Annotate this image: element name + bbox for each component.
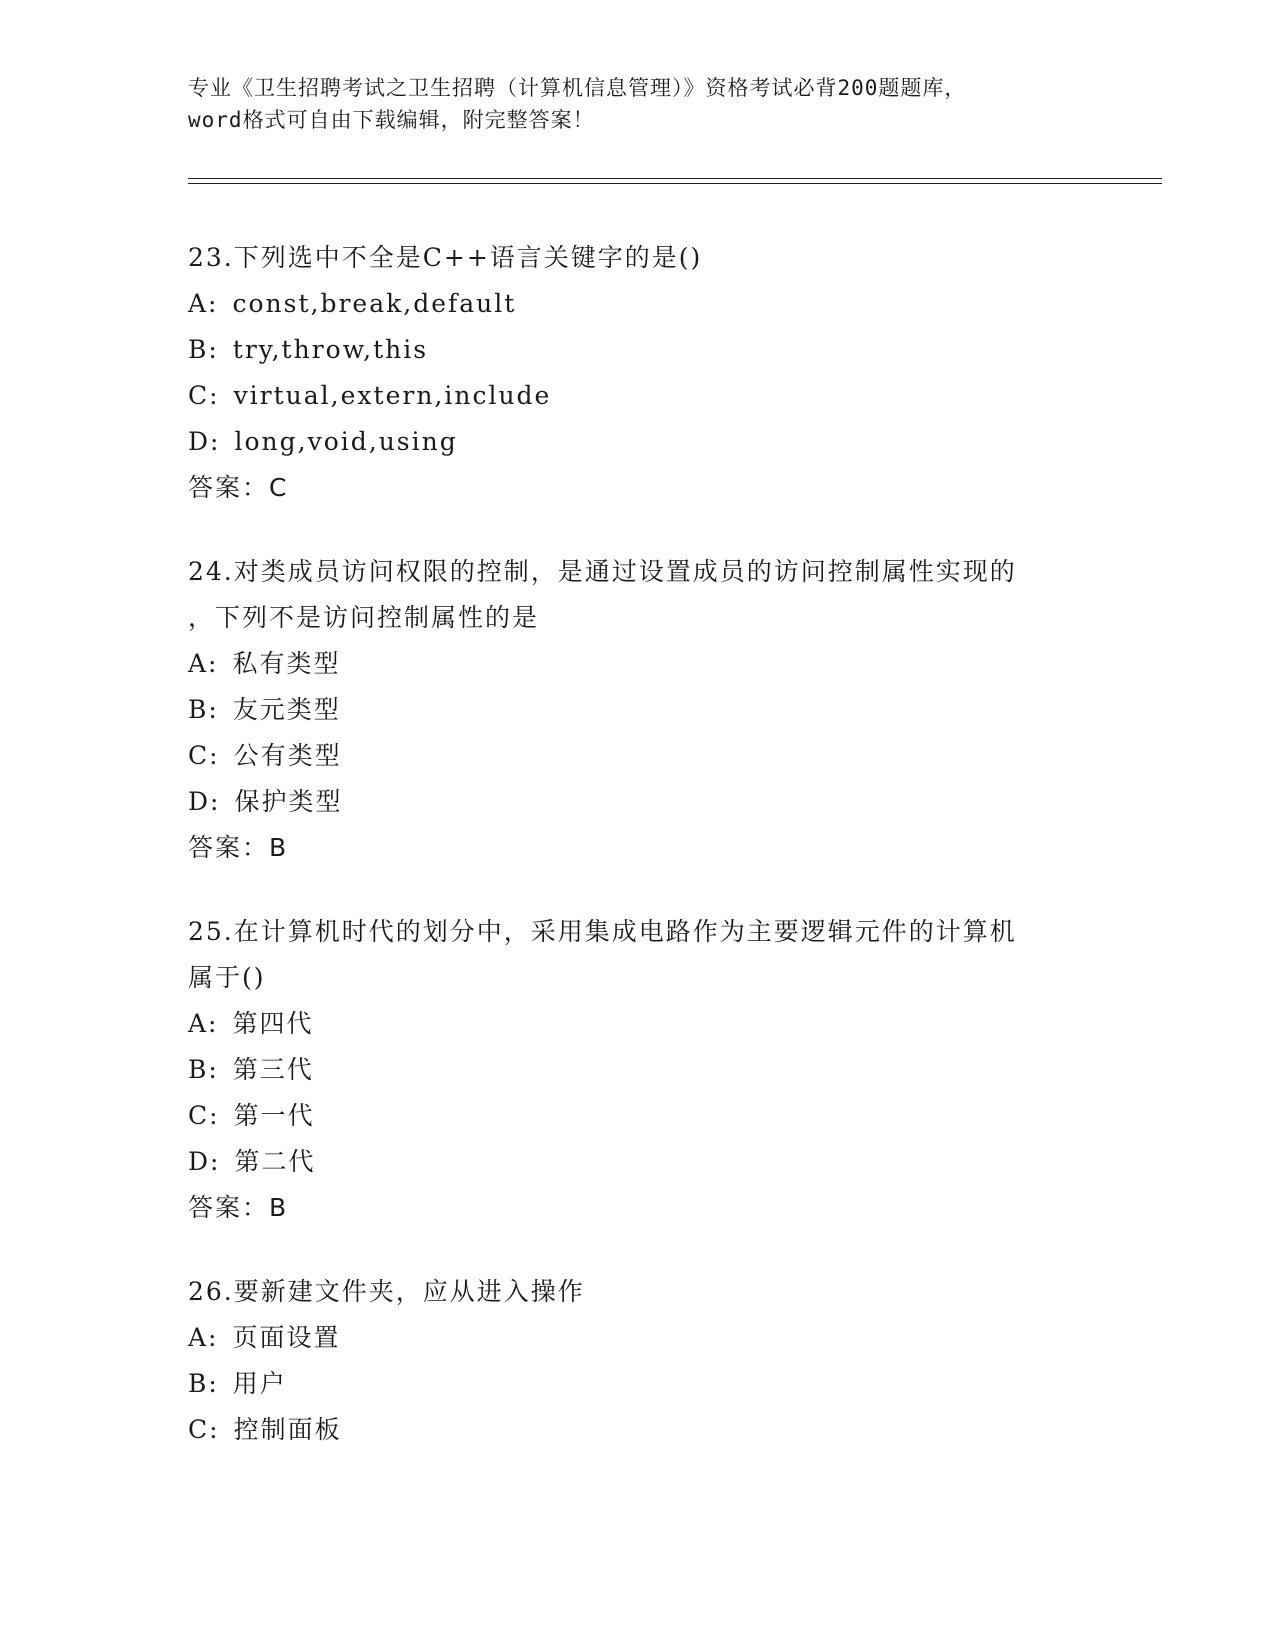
option-d	[188, 419, 1088, 465]
option-text: 用户	[232, 1369, 287, 1398]
option-a	[188, 281, 1088, 327]
question-stem: 23.下列选中不全是C++语言关键字的是()	[188, 243, 703, 272]
question-list	[188, 235, 1088, 1491]
option-text: 控制面板	[233, 1415, 342, 1444]
option-text: const,break,default	[232, 289, 517, 318]
option-c	[188, 733, 1088, 779]
option-letter: A:	[188, 649, 219, 678]
option-text: 私有类型	[232, 649, 341, 678]
option-b	[188, 327, 1088, 373]
option-letter: D:	[188, 787, 221, 816]
question-23	[188, 235, 1088, 511]
option-c	[188, 373, 1088, 419]
header-line-2: word格式可自由下载编辑，附完整答案！	[188, 108, 595, 132]
option-letter: A:	[188, 1323, 219, 1352]
option-c	[188, 1407, 1088, 1453]
option-letter: B:	[188, 695, 219, 724]
option-text: 第一代	[233, 1101, 315, 1130]
option-b	[188, 1361, 1088, 1407]
option-letter: D:	[188, 1147, 221, 1176]
option-a	[188, 1001, 1088, 1047]
header-divider-top	[188, 178, 1162, 179]
option-text: 保护类型	[234, 787, 343, 816]
option-letter: D:	[188, 427, 221, 456]
option-text: long,void,using	[234, 427, 458, 456]
option-letter: C:	[188, 741, 220, 770]
header-line-1: 专业《卫生招聘考试之卫生招聘（计算机信息管理）》资格考试必背200题题库，	[188, 76, 967, 100]
option-letter: C:	[188, 381, 220, 410]
option-letter: C:	[188, 1415, 220, 1444]
option-letter: B:	[188, 1055, 219, 1084]
option-text: try,throw,this	[232, 335, 429, 364]
question-26	[188, 1269, 1088, 1453]
option-letter: B:	[188, 1369, 219, 1398]
option-text: 第三代	[232, 1055, 314, 1084]
option-text: virtual,extern,include	[233, 381, 552, 410]
option-c	[188, 1093, 1088, 1139]
document-header	[188, 72, 1088, 136]
option-d	[188, 1139, 1088, 1185]
answer: 答案：B	[188, 1193, 289, 1222]
option-b	[188, 687, 1088, 733]
question-stem: 26.要新建文件夹，应从进入操作	[188, 1277, 585, 1306]
question-stem: 25.在计算机时代的划分中，采用集成电路作为主要逻辑元件的计算机	[188, 917, 1017, 946]
option-text: 友元类型	[232, 695, 341, 724]
answer: 答案：C	[188, 473, 289, 502]
option-text: 页面设置	[232, 1323, 341, 1352]
question-stem-continued: 属于()	[188, 963, 266, 992]
answer: 答案：B	[188, 833, 289, 862]
question-stem: 24.对类成员访问权限的控制，是通过设置成员的访问控制属性实现的	[188, 557, 1017, 586]
question-24	[188, 549, 1088, 871]
header-divider-bottom	[188, 183, 1162, 184]
option-text: 第四代	[232, 1009, 314, 1038]
option-letter: A:	[188, 1009, 219, 1038]
option-d	[188, 779, 1088, 825]
option-text: 第二代	[234, 1147, 316, 1176]
option-text: 公有类型	[233, 741, 342, 770]
option-b	[188, 1047, 1088, 1093]
option-letter: B:	[188, 335, 219, 364]
option-a	[188, 641, 1088, 687]
question-stem-continued: ，下列不是访问控制属性的是	[188, 603, 540, 632]
option-letter: A:	[188, 289, 219, 318]
option-a	[188, 1315, 1088, 1361]
option-letter: C:	[188, 1101, 220, 1130]
question-25	[188, 909, 1088, 1231]
